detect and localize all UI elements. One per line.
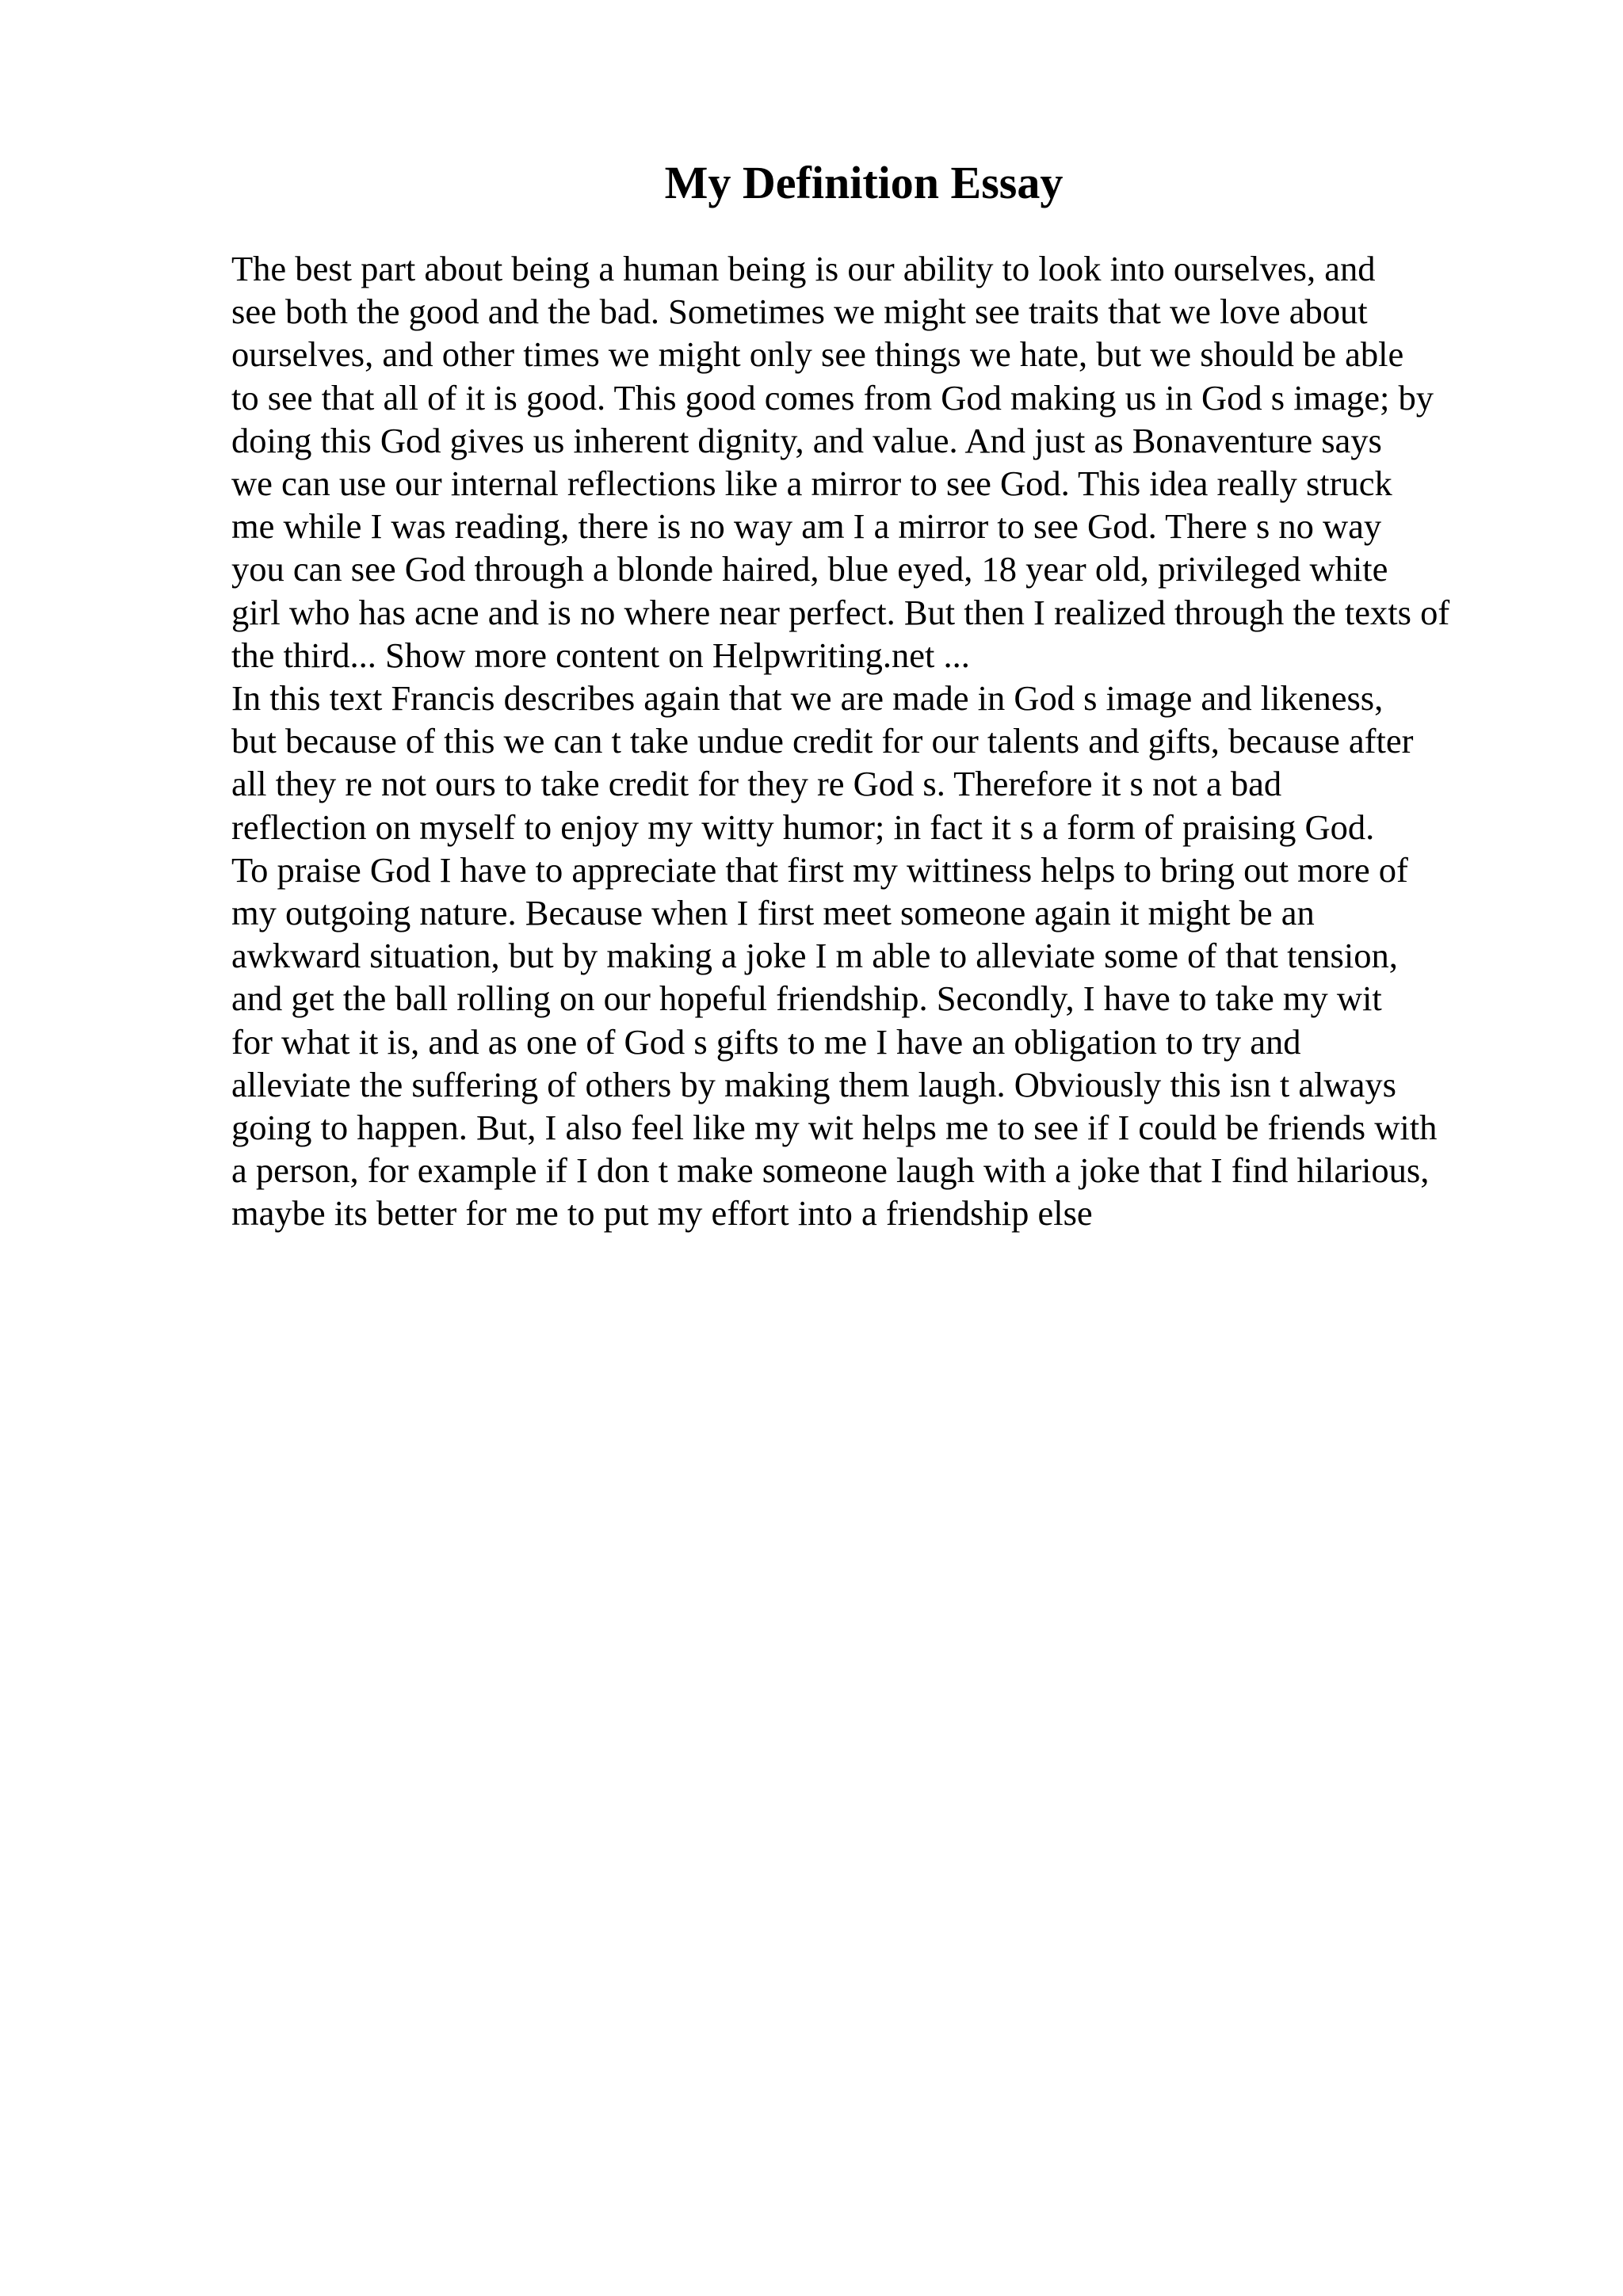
text-line: my outgoing nature. Because when I first meet someone again it might be an (231, 893, 1315, 933)
text-line: To praise God I have to appreciate that first my wittiness helps to bring out more of (231, 849, 1408, 890)
text-line: a person, for example if I don t make someone laugh with a joke that I find hilarious, (231, 1150, 1430, 1191)
text-line: In this text Francis describes again that we are made in God s image and likeness, (231, 678, 1384, 719)
text-line: you can see God through a blonde haired, blue eyed, 18 year old, privileged white (231, 549, 1388, 589)
text-line: reflection on myself to enjoy my witty humor; in fact it s a form of praising God. (231, 807, 1375, 847)
text-line: for what it is, and as one of God s gifts to me I have an obligation to try and (231, 1021, 1301, 1062)
text-line: awkward situation, but by making a joke I m able to alleviate some of that tension, (231, 936, 1398, 976)
text-line: doing this God gives us inherent dignity, and value. And just as Bonaventure says (231, 420, 1382, 460)
text-line: and get the ball rolling on our hopeful friendship. Secondly, I have to take my wit (231, 978, 1382, 1019)
text-line: see both the good and the bad. Sometimes we might see traits that we love about (231, 292, 1368, 332)
text-line: going to happen. But, I also feel like my wit helps me to see if I could be friends with (231, 1108, 1438, 1148)
text-line: The best part about being a human being is our ability to look into ourselves, and (231, 249, 1376, 288)
text-line: maybe its better for me to put my effort into a friendship else (231, 1193, 1093, 1234)
essay-body (231, 247, 1531, 1235)
text-line: me while I was reading, there is no way am I a mirror to see God. There s no way (231, 506, 1382, 547)
text-line: to see that all of it is good. This good comes from God making us in God s image; by (231, 377, 1434, 418)
text-line: but because of this we can t take undue credit for our talents and gifts, because after (231, 721, 1414, 761)
document-title: My Definition Essay (664, 157, 1064, 208)
text-line: alleviate the suffering of others by making them laugh. Obviously this isn t always (231, 1064, 1396, 1104)
text-line: we can use our internal reflections like a mirror to see God. This idea really struck (231, 463, 1392, 504)
text-line: girl who has acne and is no where near perfect. But then I realized through the texts of (231, 592, 1450, 632)
text-line: the third... Show more content on Helpwriting.net ... (231, 635, 970, 675)
text-line: ourselves, and other times we might only see things we hate, but we should be able (231, 334, 1404, 375)
text-line: all they re not ours to take credit for they re God s. Therefore it s not a bad (231, 764, 1282, 804)
